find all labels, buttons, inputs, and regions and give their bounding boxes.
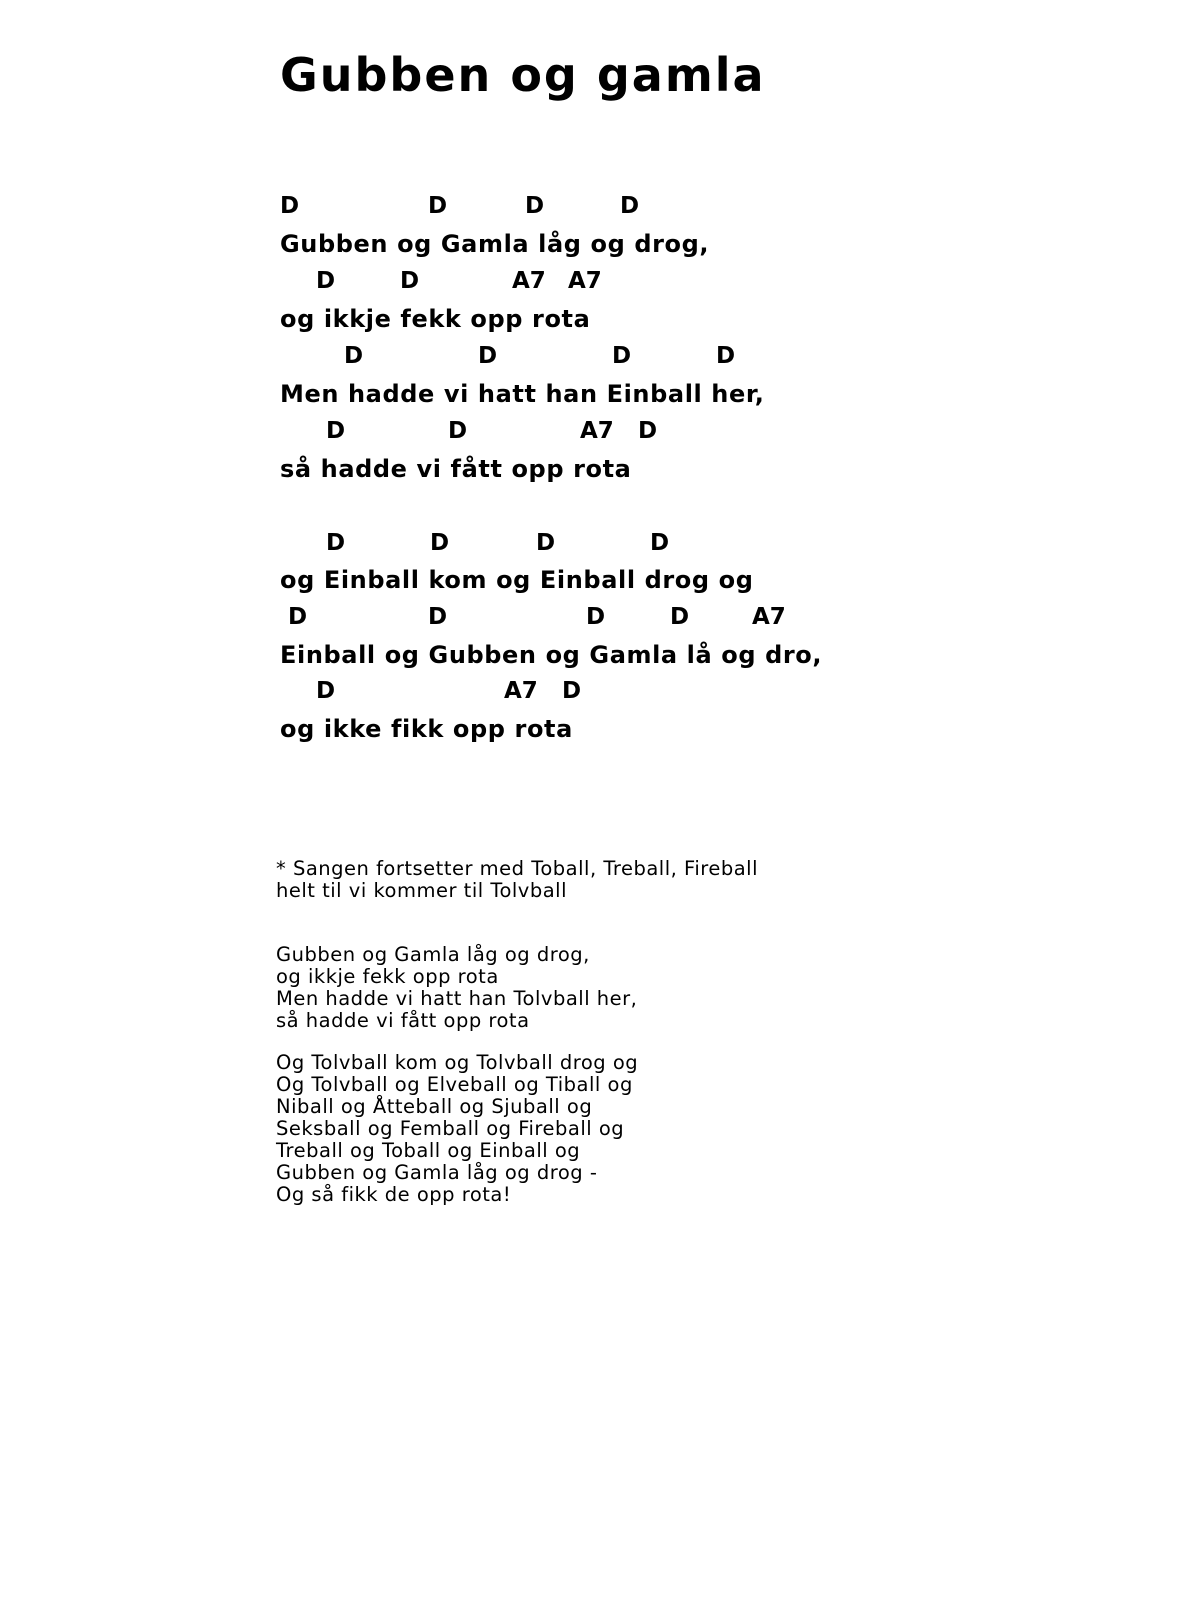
chord: A7 xyxy=(580,418,614,444)
lyric-text: Einball og Gubben og Gamla lå og dro, xyxy=(280,641,823,669)
verse-line: Og Tolvball og Elveball og Tiball og xyxy=(276,1073,633,1096)
chord: A7 xyxy=(504,678,538,704)
chord: D xyxy=(716,343,736,369)
chord: D xyxy=(400,268,420,294)
note-line: helt til vi kommer til Tolvball xyxy=(276,879,568,902)
lyric-line xyxy=(280,643,1180,683)
verse-line: Seksball og Femball og Fireball og xyxy=(276,1117,625,1140)
chord: D xyxy=(316,678,336,704)
chord: D xyxy=(620,193,640,219)
chord: D xyxy=(344,343,364,369)
chord: D xyxy=(586,604,606,630)
chord: D xyxy=(562,678,582,704)
lyric-text: og ikkje fekk opp rota xyxy=(280,305,591,333)
chord: D xyxy=(316,268,336,294)
verse-line: og ikkje fekk opp rota xyxy=(276,965,499,988)
chord: D xyxy=(428,604,448,630)
chord-line xyxy=(280,420,1180,460)
verse-line: Niball og Åtteball og Sjuball og xyxy=(276,1095,593,1118)
chord: A7 xyxy=(752,604,786,630)
verse-line: så hadde vi fått opp rota xyxy=(276,1009,530,1032)
chord-line xyxy=(280,606,1180,646)
verse-line: Og Tolvball kom og Tolvball drog og xyxy=(276,1051,639,1074)
lyric-text: og Einball kom og Einball drog og xyxy=(280,566,754,594)
lyric-line xyxy=(280,307,1180,347)
lyric-text: og ikke fikk opp rota xyxy=(280,715,573,743)
note-line: * Sangen fortsetter med Toball, Treball, Fireball xyxy=(276,857,758,880)
chord-line xyxy=(280,270,1180,310)
verse-line: Treball og Toball og Einball og xyxy=(276,1139,581,1162)
chord: D xyxy=(536,530,556,556)
lyric-line xyxy=(280,717,1180,757)
chord: D xyxy=(448,418,468,444)
lyric-text: Men hadde vi hatt han Einball her, xyxy=(280,380,765,408)
final-verse-2 xyxy=(276,1052,896,1206)
verse-line: Og så fikk de opp rota! xyxy=(276,1183,512,1206)
lyric-line xyxy=(280,382,1180,422)
lyric-text: Gubben og Gamla låg og drog, xyxy=(280,230,710,258)
lyric-line xyxy=(280,457,1180,497)
chord: D xyxy=(478,343,498,369)
lyric-text: så hadde vi fått opp rota xyxy=(280,455,632,483)
chord: D xyxy=(326,530,346,556)
chord: D xyxy=(430,530,450,556)
chord: D xyxy=(670,604,690,630)
chord: A7 xyxy=(512,268,546,294)
chord-line xyxy=(280,195,1180,235)
verse-line: Gubben og Gamla låg og drog, xyxy=(276,943,590,966)
final-verse-1 xyxy=(276,944,896,1032)
verse-line: Gubben og Gamla låg og drog - xyxy=(276,1161,598,1184)
lyric-line xyxy=(280,232,1180,272)
song-title: Gubben og gamla xyxy=(280,48,766,102)
chord: D xyxy=(280,193,300,219)
continuation-note xyxy=(276,858,896,902)
chord: D xyxy=(326,418,346,444)
chord: A7 xyxy=(568,268,602,294)
chord: D xyxy=(525,193,545,219)
lyric-line xyxy=(280,568,1180,608)
chord: D xyxy=(650,530,670,556)
chord-line xyxy=(280,680,1180,720)
chord: D xyxy=(288,604,308,630)
chord-line xyxy=(280,345,1180,385)
verse-line: Men hadde vi hatt han Tolvball her, xyxy=(276,987,638,1010)
chord: D xyxy=(638,418,658,444)
chord: D xyxy=(428,193,448,219)
chord: D xyxy=(612,343,632,369)
